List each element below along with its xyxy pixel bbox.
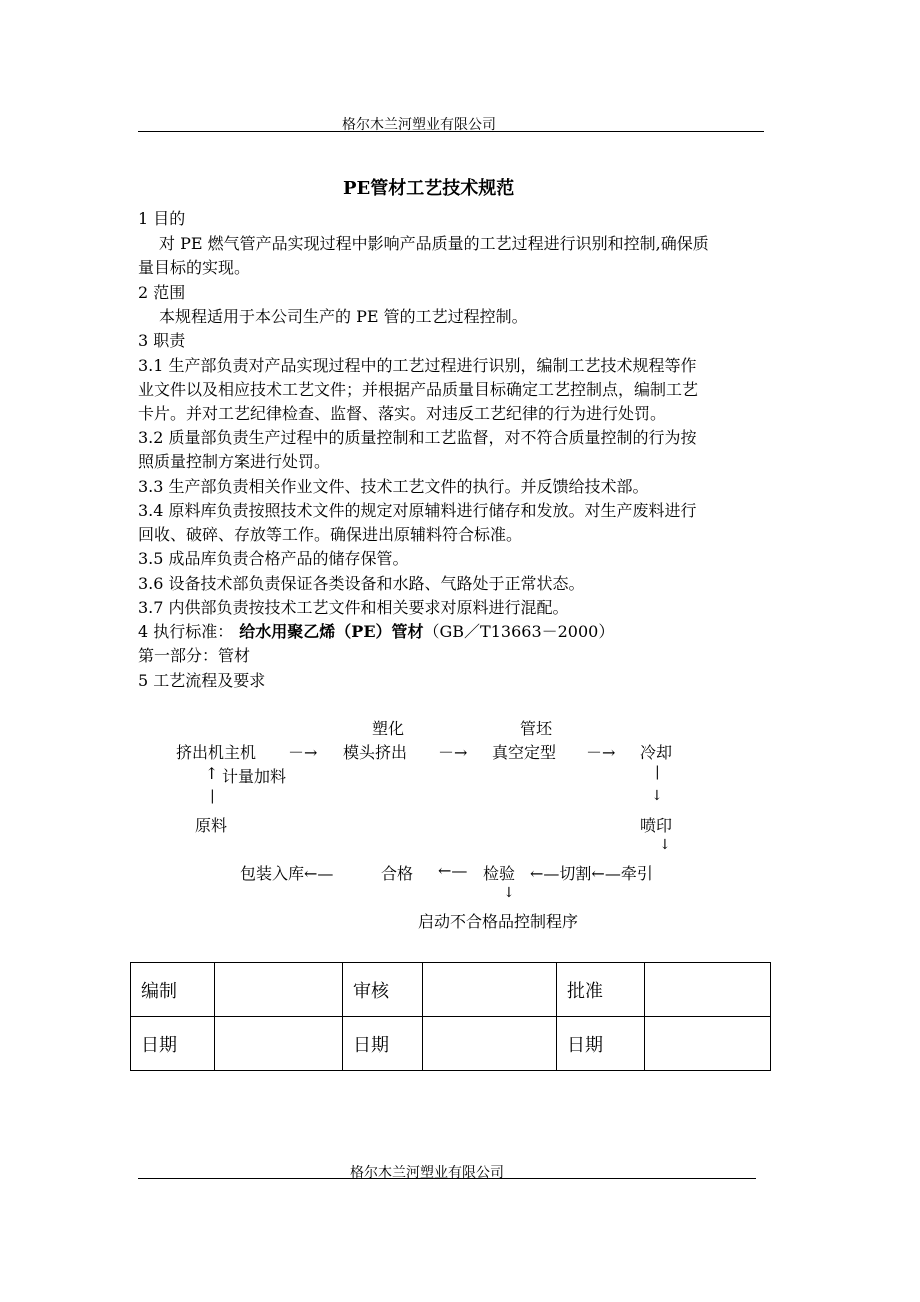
- flow-packaging: 包装入库←—: [240, 864, 334, 883]
- flow-up-arrow-icon: ↑: [205, 764, 219, 783]
- section-3-3-text: 3.3 生产部负责相关作业文件、技术工艺文件的执行。并反馈给技术部。: [138, 477, 649, 496]
- section-5-heading: 5 工艺流程及要求: [138, 671, 266, 690]
- flow-arrow-right: －→: [438, 743, 468, 762]
- flow-metering-feed: 计量加料: [222, 767, 287, 786]
- flow-raw-material: 原料: [195, 816, 228, 835]
- approved-label: 批准: [557, 963, 645, 1017]
- flow-cooling: 冷却: [640, 743, 673, 762]
- header-rule: [138, 131, 764, 132]
- section-3-4-text: 3.4 原料库负责按照技术文件的规定对原辅料进行储存和发放。对生产废料进行: [138, 501, 697, 520]
- section-3-2-text: 3.2 质量部负责生产过程中的质量控制和工艺监督，对不符合质量控制的行为按: [138, 428, 697, 447]
- flow-arrow-left: ←—: [438, 861, 468, 880]
- flow-nonconforming-procedure: 启动不合格品控制程序: [418, 912, 579, 931]
- section-3-1-text: 卡片。并对工艺纪律检查、监督、落实。对违反工艺纪律的行为进行处罚。: [138, 404, 667, 423]
- section-4-part: 第一部分：管材: [138, 646, 251, 665]
- section-3-4-text: 回收、破碎、存放等工作。确保进出原辅料符合标准。: [138, 525, 523, 544]
- reviewed-date-value[interactable]: [423, 1017, 557, 1071]
- flow-blank-label: 管坯: [520, 719, 553, 738]
- reviewed-label: 审核: [343, 963, 423, 1017]
- section-4-prefix: 4 执行标准：: [138, 622, 234, 641]
- flow-arrow-right: －→: [586, 743, 616, 762]
- section-3-heading: 3 职责: [138, 331, 186, 350]
- reviewed-value[interactable]: [423, 963, 557, 1017]
- flow-plasticize-label: 塑化: [372, 719, 405, 738]
- section-3-1-text: 3.1 生产部负责对产品实现过程中的工艺过程进行识别，编制工艺技术规程等作: [138, 356, 697, 375]
- section-1-text: 量目标的实现。: [138, 258, 251, 277]
- prepared-label: 编制: [131, 963, 215, 1017]
- section-3-7-text: 3.7 内供部负责按技术工艺文件和相关要求对原料进行混配。: [138, 598, 569, 617]
- prepared-date-value[interactable]: [215, 1017, 343, 1071]
- date-label: 日期: [343, 1017, 423, 1071]
- flow-vacuum-sizing: 真空定型: [492, 743, 557, 762]
- prepared-value[interactable]: [215, 963, 343, 1017]
- flow-inspection: 检验: [483, 864, 516, 883]
- section-1-text: 对 PE 燃气管产品实现过程中影响产品质量的工艺过程进行识别和控制,确保质: [159, 234, 709, 253]
- flow-extruder: 挤出机主机: [176, 743, 257, 762]
- section-1-heading: 1 目的: [138, 209, 186, 228]
- flow-qualified: 合格: [381, 864, 414, 883]
- section-3-1-text: 业文件以及相应技术工艺文件；并根据产品质量目标确定工艺控制点，编制工艺: [138, 380, 699, 399]
- document-title: PE管材工艺技术规范: [343, 178, 515, 199]
- footer-company: 格尔木兰河塑业有限公司: [350, 1165, 504, 1181]
- date-label: 日期: [557, 1017, 645, 1071]
- section-3-6-text: 3.6 设备技术部负责保证各类设备和水路、气路处于正常状态。: [138, 574, 585, 593]
- section-4-line: [138, 620, 614, 644]
- approved-value[interactable]: [645, 963, 771, 1017]
- section-2-text: 本规程适用于本公司生产的 PE 管的工艺过程控制。: [159, 307, 528, 326]
- flow-arrow-right: －→: [288, 743, 318, 762]
- table-row: [131, 1017, 771, 1071]
- signoff-table: [130, 962, 771, 1071]
- flow-die-extrusion: 模头挤出: [343, 743, 408, 762]
- date-label: 日期: [131, 1017, 215, 1071]
- section-4-standard-code: （GB／T13663－2000）: [423, 622, 615, 641]
- section-4-standard-name: 给水用聚乙烯（PE）管材: [239, 622, 424, 641]
- flow-down-arrow-icon: ↓: [503, 885, 515, 901]
- table-row: [131, 963, 771, 1017]
- footer-rule: [138, 1178, 756, 1179]
- header-company: 格尔木兰河塑业有限公司: [342, 117, 496, 133]
- flow-connector: |: [210, 788, 215, 804]
- flow-connector: |: [655, 764, 660, 780]
- approved-date-value[interactable]: [645, 1017, 771, 1071]
- flow-down-arrow-icon: ↓: [659, 837, 671, 853]
- section-3-2-text: 照质量控制方案进行处罚。: [138, 452, 331, 471]
- section-3-5-text: 3.5 成品库负责合格产品的储存保管。: [138, 549, 409, 568]
- flow-cut-and-haul: ←—切割←—牵引: [530, 864, 653, 883]
- flow-printing: 喷印: [640, 816, 673, 835]
- section-2-heading: 2 范围: [138, 283, 186, 302]
- flow-down-arrow-icon: ↓: [651, 788, 663, 804]
